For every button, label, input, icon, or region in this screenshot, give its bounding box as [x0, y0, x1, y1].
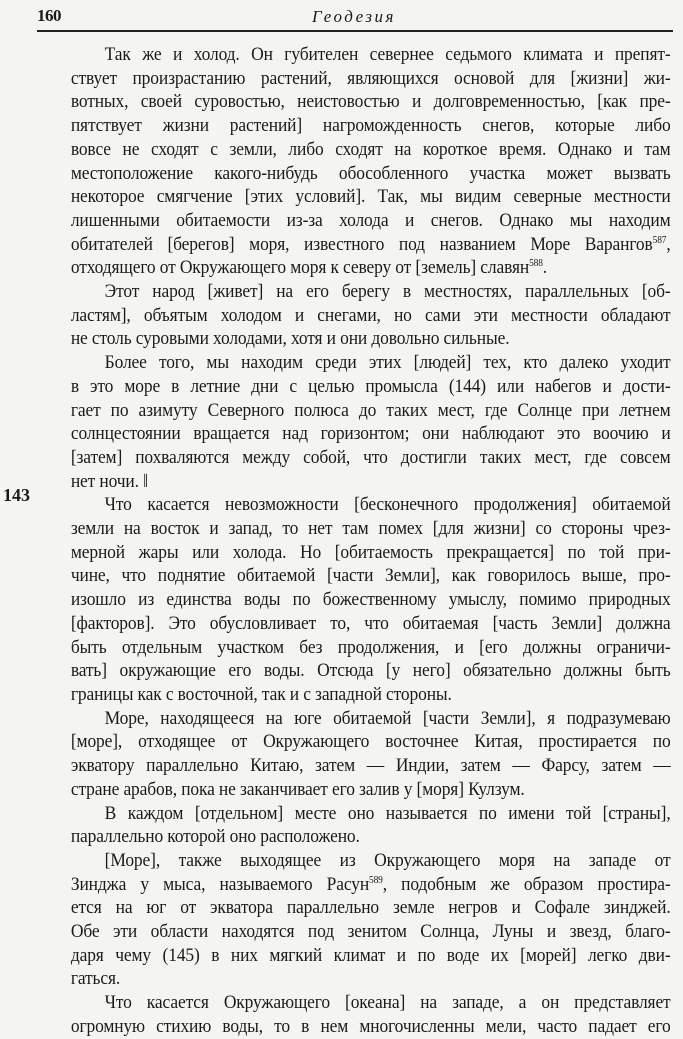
text-line: обитателей [берегов] моря, известного под названием Море Варангов$^{587}$,	[70, 233, 671, 255]
text-line: стране арабов, пока не заканчивает его залив у [моря] Кулзум.	[70, 778, 525, 800]
text-line: огромную стихию воды, то в нем многочисленны мели, часто падает его	[70, 1015, 671, 1037]
text-line: гает по азимуту Северного полюса до таких мест, где Солнце при летнем	[70, 399, 671, 421]
paragraph	[37, 43, 671, 280]
paragraph	[37, 802, 671, 849]
body-text	[37, 43, 671, 1039]
footnote-marker[interactable]: 589	[369, 874, 383, 886]
header-rule	[37, 30, 673, 32]
text-line: Что касается Окружающего [океана] на западе, а он представляет	[104, 992, 671, 1014]
text-line: Этот народ [живет] на его берегу в местностях, параллельных [об-	[104, 281, 671, 303]
text-line: лишенными обитаемости из-за холода и снегов. Однако мы находим	[70, 209, 671, 231]
text-line: параллельно которой оно расположено.	[70, 826, 360, 848]
margin-page-reference: 143	[3, 485, 30, 505]
footnote-marker[interactable]: 588	[529, 258, 543, 270]
paragraph	[37, 280, 671, 351]
text-line: солнцестоянии вращается над горизонтом; они наблюдают это воочию и	[70, 423, 671, 445]
text-line: некоторое смягчение [этих условий]. Так, мы видим северные местности	[70, 186, 671, 208]
paragraph	[37, 493, 671, 706]
text-line: чине, что поднятие обитаемой [части Земли], как говорилось выше, про-	[70, 565, 671, 587]
text-line: экватору параллельно Китаю, затем — Индии, затем — Фарсу, затем —	[70, 755, 671, 777]
line-text: отходящего от Окружающего моря к северу от [земель] славян	[70, 257, 530, 279]
text-line: вать] окружающие его воды. Отсюда [у него] обязательно должны быть	[70, 660, 671, 682]
text-line: не столь суровыми холодами, хотя и они довольно сильные.	[70, 328, 510, 350]
text-line: вотных, своей суровостью, неистовостью и долговременностью, [как пре-	[70, 91, 671, 113]
text-line: границы как с восточной, так и с западной стороны.	[70, 683, 452, 705]
line-text: , подобным же образом простира-	[382, 873, 671, 895]
text-line: Более того, мы находим среди этих [людей] тех, кто далеко уходит	[104, 352, 671, 374]
text-line: [факторов]. Это обусловливает то, что обитаемая [часть Земли] должна	[70, 612, 671, 634]
text-line: В каждом [отдельном] месте оно называется по имени той [страны],	[104, 802, 671, 824]
text-line: [Море], также выходящее из Окружающего моря на западе от	[104, 849, 671, 871]
text-line: гаться.	[70, 968, 121, 990]
text-line: [затем] похваляются между собой, что достигли таких мест, где совсем	[70, 446, 671, 468]
text-line: [море], отходящее от Окружающего восточнее Китая, простирается по	[70, 731, 671, 753]
text-line: мерной жары или холода. Но [обитаемость прекращается] по той при-	[70, 541, 671, 563]
footnote-marker[interactable]: 587	[652, 234, 667, 246]
paragraph	[37, 351, 671, 493]
paragraph	[37, 707, 671, 802]
paragraph	[37, 991, 671, 1038]
text-line: земли на восток и запад, то нет там помех [для жизни] со стороны чрез-	[70, 518, 671, 540]
text-line: изошло из единства воды по божественному умыслу, помимо природных	[70, 589, 671, 611]
text-line: вовсе не сходят с земли, либо сходят на короткое время. Однако и там	[70, 138, 671, 160]
text-line	[37, 873, 671, 897]
text-line: местоположение какого-нибудь обособленного участка может вызвать	[70, 162, 671, 184]
text-line: ластям], объятым холодом и снегами, но сами эти местности обладают	[70, 304, 671, 326]
line-text: Зинджа у мыса, называемого Расун	[70, 873, 370, 895]
text-line: быть отдельным участком без продолжения, и [его должны ограничи-	[70, 636, 671, 658]
line-text: обитателей [берегов] моря, известного под названием Море Варангов	[70, 233, 653, 255]
text-line: отходящего от Окружающего моря к северу от [земель] славян$^{588}$.	[70, 257, 548, 279]
text-line: в это море в летние дни с целью промысла (144) или набегов и дости-	[70, 375, 671, 397]
running-header	[37, 4, 671, 30]
running-title: Геодезия	[312, 7, 396, 26]
page-number: 160	[37, 6, 61, 25]
text-line: Так же и холод. Он губителен севернее седьмого климата и препят-	[104, 44, 671, 65]
text-line: Обе эти области находятся под зенитом Солнца, Луны и звезд, благо-	[70, 921, 671, 943]
text-line: ется на юг от экватора параллельно земле негров и Софале зинджей.	[70, 897, 671, 919]
text-line: Что касается невозможности [бесконечного продолжения] обитаемой	[104, 494, 671, 516]
text-line: даря чему (145) в них мягкий климат и по воде их [морей] легко дви-	[70, 944, 671, 966]
text-line: пятствует жизни растений] нагроможденность снегов, которые либо	[70, 115, 671, 137]
text-line: нет ночи. ‖	[70, 470, 148, 492]
paragraph	[37, 849, 671, 991]
text-line: ствует произрастанию растений, являющихся основой для [жизни] жи-	[70, 67, 671, 89]
text-line: Море, находящееся на юге обитаемой [части Земли], я подразумеваю	[104, 707, 671, 729]
